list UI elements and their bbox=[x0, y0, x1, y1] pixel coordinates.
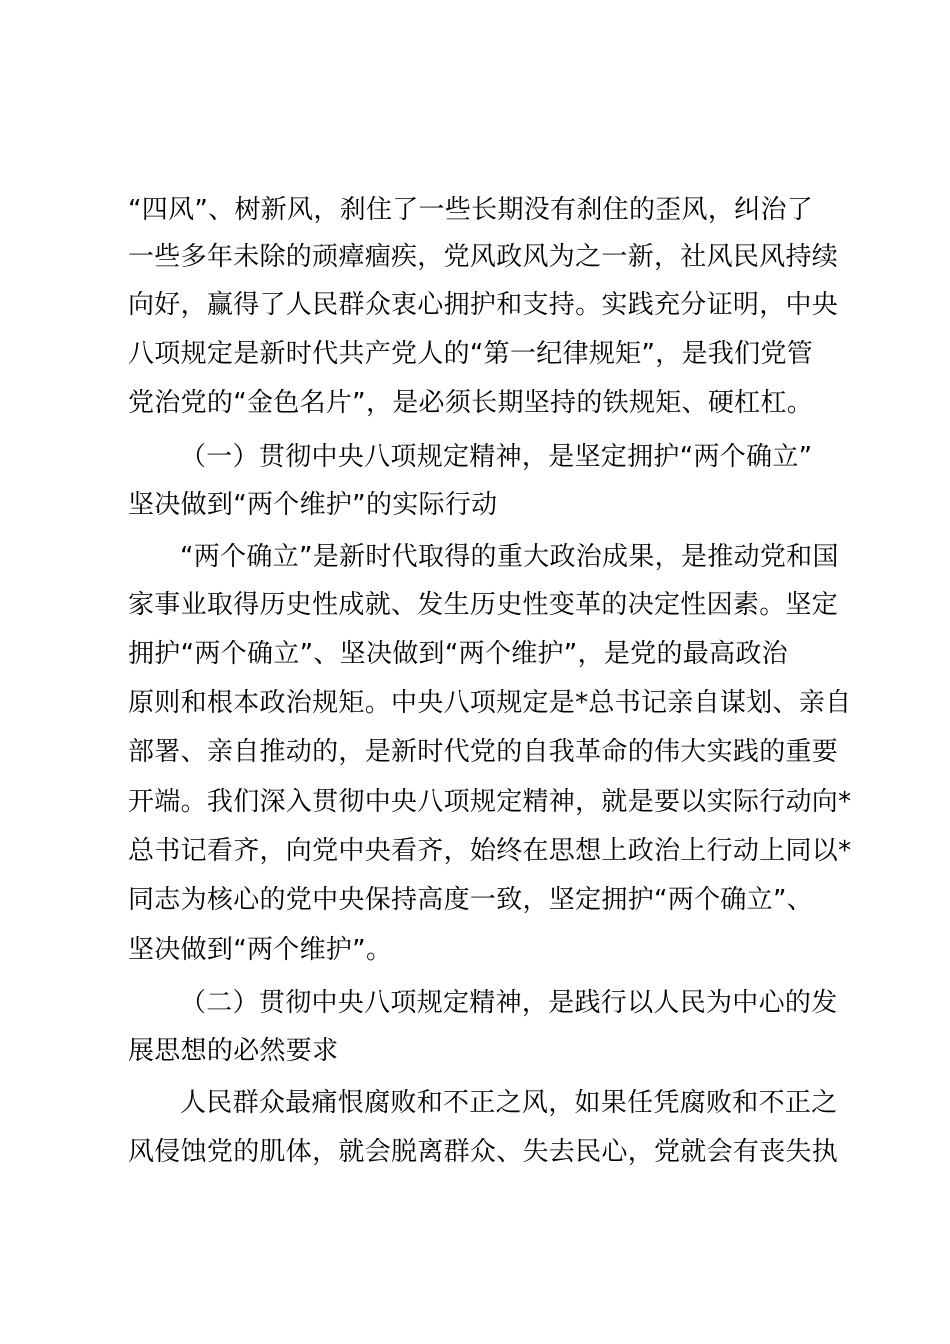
text-line: 拥护“两个确立”、坚决做到“两个维护”，是党的最高政治 bbox=[128, 639, 788, 669]
text-line: “四风”、树新风，刹住了一些长期没有刹住的歪风，纠治了 bbox=[128, 195, 814, 225]
section-heading-1-cont: 坚决做到“两个维护”的实际行动 bbox=[128, 490, 498, 520]
text-line: 坚决做到“两个维护”。 bbox=[128, 935, 393, 965]
section-heading-2: （二）贯彻中央八项规定精神，是践行以人民为中心的发 bbox=[180, 988, 838, 1018]
text-line: 一些多年未除的顽瘴痼疾，党风政风为之一新，社风民风持续 bbox=[128, 242, 839, 272]
paragraph-start: “两个确立”是新时代取得的重大政治成果，是推动党和国 bbox=[180, 542, 839, 572]
text-line: 向好，赢得了人民群众衷心拥护和支持。实践充分证明，中央 bbox=[128, 290, 839, 320]
section-heading-1: （一）贯彻中央八项规定精神，是坚定拥护“两个确立” bbox=[180, 442, 813, 472]
text-line: 部署、亲自推动的，是新时代党的自我革命的伟大实践的重要 bbox=[128, 737, 839, 767]
text-line: 总书记看齐，向党中央看齐，始终在思想上政治上行动上同以* bbox=[128, 836, 852, 866]
text-line: 党治党的“金色名片”，是必须长期坚持的铁规矩、硬杠杠。 bbox=[128, 388, 814, 418]
text-line: 风侵蚀党的肌体，就会脱离群众、失去民心，党就会有丧失执 bbox=[128, 1137, 839, 1167]
text-line: 开端。我们深入贯彻中央八项规定精神，就是要以实际行动向* bbox=[128, 787, 852, 817]
text-line: 原则和根本政治规矩。中央八项规定是*总书记亲自谋划、亲自 bbox=[128, 688, 852, 718]
paragraph-start: 人民群众最痛恨腐败和不正之风，如果任凭腐败和不正之 bbox=[180, 1088, 838, 1118]
text-line: 八项规定是新时代共产党人的“第一纪律规矩”，是我们党管 bbox=[128, 339, 814, 369]
section-heading-2-cont: 展思想的必然要求 bbox=[128, 1036, 339, 1066]
text-line: 家事业取得历史性成就、发生历史性变革的决定性因素。坚定 bbox=[128, 590, 839, 620]
text-line: 同志为核心的党中央保持高度一致，坚定拥护“两个确立”、 bbox=[128, 885, 814, 915]
